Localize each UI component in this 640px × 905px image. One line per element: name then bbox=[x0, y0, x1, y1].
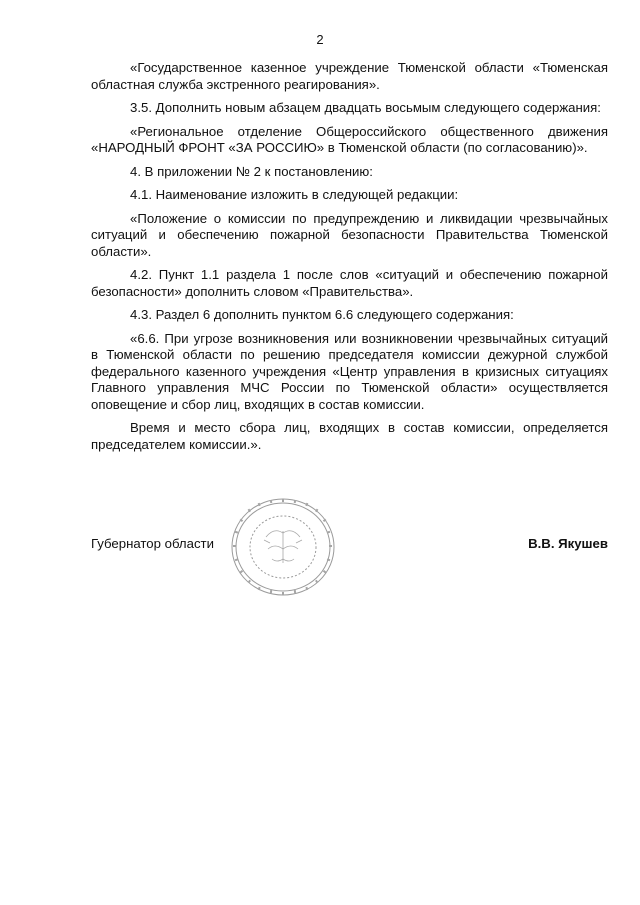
document-body bbox=[91, 60, 608, 460]
signatory-title: Губернатор области bbox=[91, 536, 214, 551]
paragraph: Время и место сбора лиц, входящих в состав комиссии, определяется председателем комиссии.». bbox=[91, 420, 608, 452]
page-number: 2 bbox=[316, 32, 324, 47]
paragraph: «Государственное казенное учреждение Тюменской области «Тюменская областная служба экстренного реагирования». bbox=[91, 60, 608, 92]
paragraph: 4.2. Пункт 1.1 раздела 1 после слов «ситуаций и обеспечению пожарной безопасности» дополнить словом «Правительства». bbox=[91, 267, 608, 299]
paragraph: 4. В приложении № 2 к постановлению: bbox=[130, 163, 373, 179]
paragraph: «Положение о комиссии по предупреждению и ликвидации чрезвычайных ситуаций и обеспечению пожарной безопасности Правительства Тюменской области». bbox=[91, 210, 608, 259]
paragraph: «6.6. При угрозе возникновения или возникновении чрезвычайных ситуаций в Тюменской области по решению председателя комиссии дежурной службой федерального казенного учреждения «Центр управления в кризисных ситуациях Главного управления МЧС России по Тюменской области» осуществляется оповещение и сбор лиц, входящих в состав комиссии. bbox=[91, 330, 608, 412]
paragraph: 3.5. Дополнить новым абзацем двадцать восьмым следующего содержания: bbox=[130, 100, 601, 115]
paragraph: «Региональное отделение Общероссийского общественного движения «НАРОДНЫЙ ФРОНТ «ЗА РОССИЮ» в Тюменской области (по согласованию)». bbox=[91, 123, 608, 155]
signatory-name: В.В. Якушев bbox=[528, 536, 608, 551]
paragraph: 4.3. Раздел 6 дополнить пунктом 6.6 следующего содержания: bbox=[130, 307, 514, 322]
signature-block bbox=[91, 536, 608, 556]
paragraph: 4.1. Наименование изложить в следующей редакции: bbox=[130, 187, 459, 202]
